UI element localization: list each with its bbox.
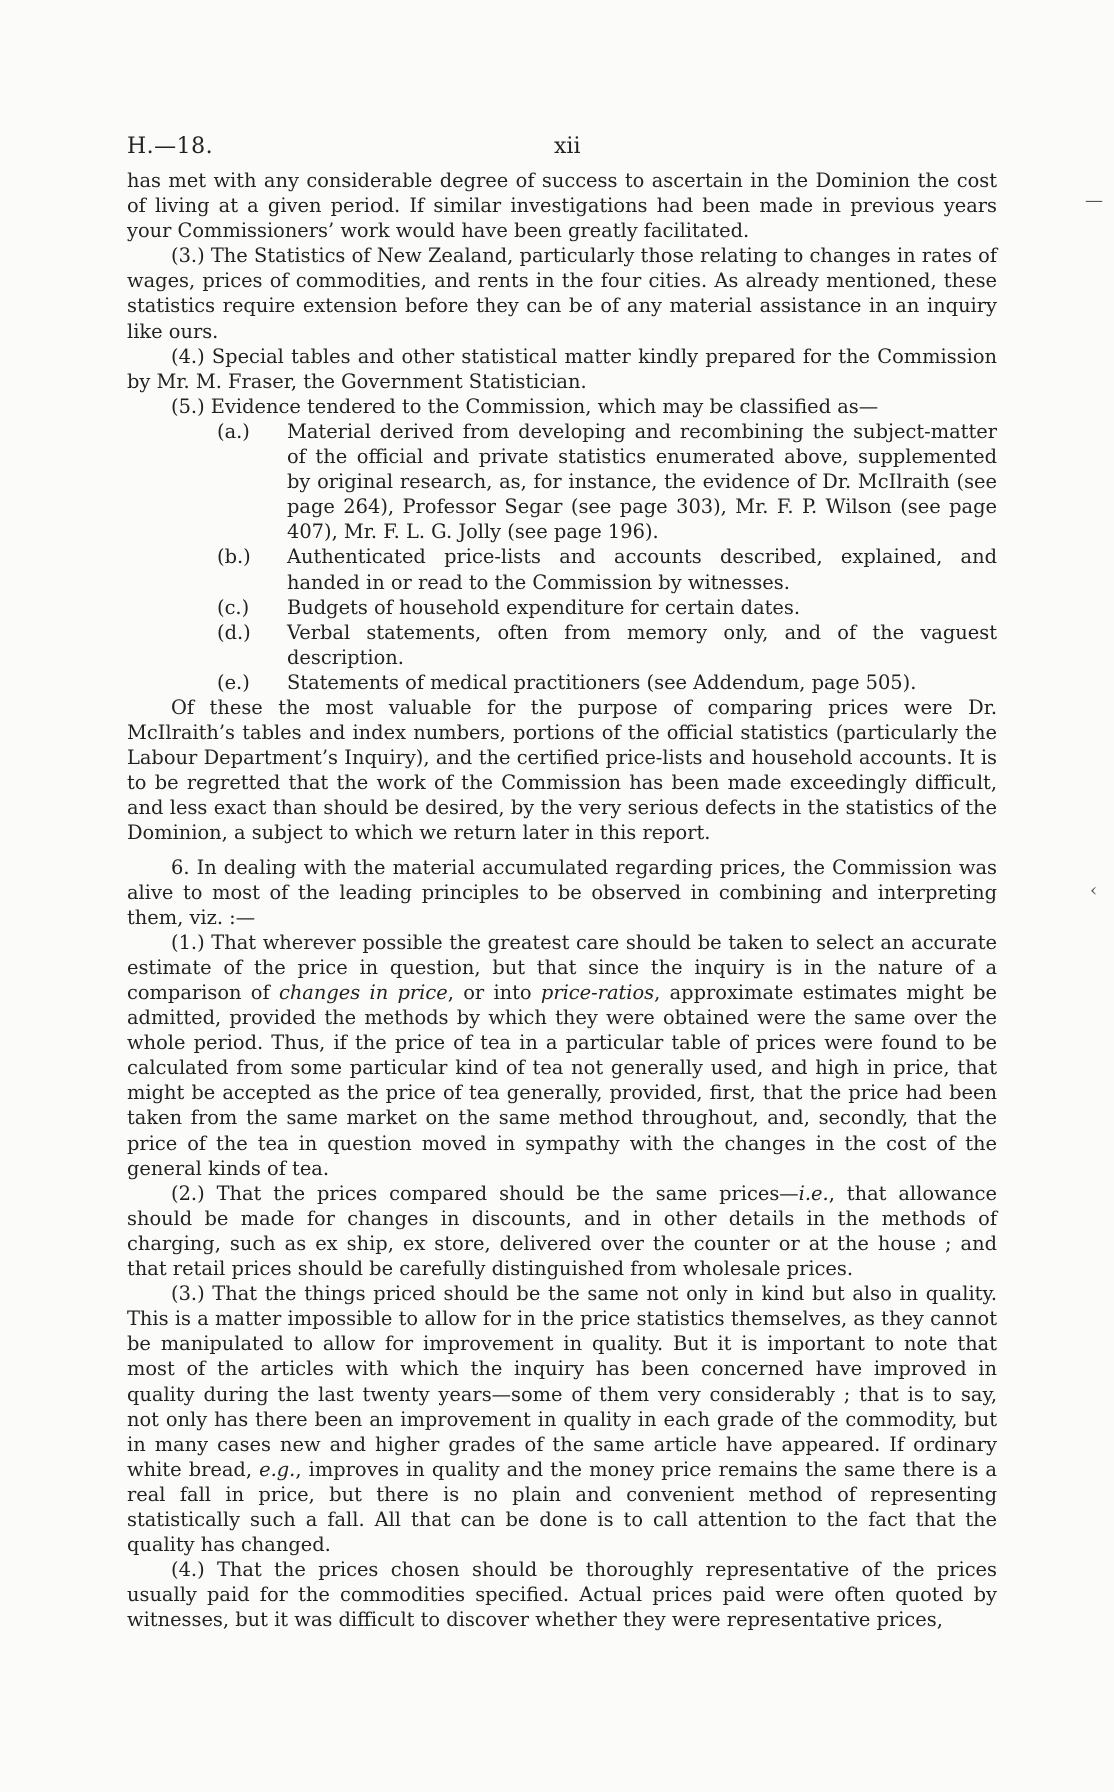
emphasis-text: changes in price (278, 981, 448, 1004)
margin-dash-mark: — (1085, 190, 1103, 211)
list-marker: (e.) (217, 670, 250, 694)
margin-tick-mark: ‹ (1090, 880, 1098, 901)
page-header (127, 134, 982, 164)
list-marker: (d.) (217, 620, 251, 644)
page-number: xii (554, 134, 581, 159)
paragraph-section-6: 6. In dealing with the material accumulated regarding prices, the Commission was alive to most of the leading principles to be observed in combining and interpreting them, viz. :— (127, 855, 997, 929)
list-item-text: Statements of medical practitioners (see Addendum, page 505). (287, 670, 917, 694)
list-item-text: Verbal statements, often from memory only, and of the vaguest description. (287, 620, 997, 669)
emphasis-text: price-ratios (540, 981, 655, 1004)
paragraph-source-5: (5.) Evidence tendered to the Commission, which may be classified as— (171, 394, 879, 418)
paragraph-continued: has met with any considerable degree of success to ascertain in the Dominion the cost of living at a given period. If similar investigations had been made in previous years your Commissioners’ work would have been greatly facilitated. (127, 169, 997, 243)
paragraph-principle-1: (1.) That wherever possible the greatest care should be taken to select an accurate estimate of the price in question, but that since the inquiry is in the nature of a comparison of changes in price, or into price-ratios, approximate estimates might be admitted, provided the methods by which they were obtained were the same over the whole period. Thus, if the price of tea in a particular table of prices were found to be calculated from some particular kind of tea not generally used, and high in price, that might be accepted as the price of tea generally, provided, first, that the price had been taken from the same market on the same method throughout, and, secondly, that the price of the tea in question moved in sympathy with the changes in the cost of the general kinds of tea. (127, 930, 997, 1180)
paragraph-most-valuable: Of these the most valuable for the purpose of comparing prices were Dr. McIlraith’s tables and index numbers, portions of the official statistics (particularly the Labour Department’s Inquiry), and the certified price-lists and household accounts. It is to be regretted that the work of the Commission has been made exceedingly difficult, and less exact than should be desired, by the very serious defects in the statistics of the Dominion, a subject to which we return later in this report. (127, 695, 997, 845)
list-marker: (b.) (217, 545, 251, 569)
emphasis-text: i.e. (798, 1181, 829, 1205)
list-marker: (c.) (217, 595, 250, 619)
paragraph-source-3: (3.) The Statistics of New Zealand, particularly those relating to changes in rates of wages, prices of commodities, and rents in the four cities. As already mentioned, these statistics require extension before they can be of any material assistance in an inquiry like ours. (127, 244, 997, 343)
paragraph-principle-3: (3.) That the things priced should be the same not only in kind but also in quality. This is a matter impossible to allow for in the price statistics themselves, as they cannot be manipulated to allow for improvement in quality. But it is important to note that most of the articles with which the inquiry has been concerned have improved in quality during the last twenty years—some of them very considerably ; that is to say, not only has there been an improvement in quality in each grade of the commodity, but in many cases new and higher grades of the same article have appeared. If ordinary white bread, e.g., improves in quality and the money price remains the same there is a real fall in price, but there is no plain and convenient method of representing statistically such a fall. All that can be done is to call attention to the fact that the quality has changed. (127, 1282, 997, 1557)
emphasis-text: e.g. (259, 1457, 296, 1481)
document-body (127, 168, 997, 1632)
list-item (127, 595, 997, 620)
evidence-list (127, 419, 997, 695)
paragraph-principle-2: (2.) That the prices compared should be the same prices—i.e., that allowance should be made for changes in discounts, and in other details in the methods of charging, such as ex ship, ex store, delivered over the counter or at the house ; and that retail prices should be carefully distinguished from wholesale prices. (127, 1181, 997, 1281)
list-marker: (a.) (217, 419, 250, 443)
list-item-text: Material derived from developing and recombining the subject-matter of the official and private statistics enumerated above, supplemented by original research, as, for instance, the evidence of Dr. McIlraith (see page 264), Professor Segar (see page 303), Mr. F. P. Wilson (see page 407), Mr. F. L. G. Jolly (see page 196). (287, 419, 997, 544)
list-item-text: Budgets of household expenditure for certain dates. (287, 595, 801, 619)
list-item (127, 670, 997, 695)
paragraph-source-4: (4.) Special tables and other statistical matter kindly prepared for the Commission by Mr. M. Fraser, the Government Statistician. (127, 344, 997, 393)
list-item (127, 544, 997, 594)
list-item-text: Authenticated price-lists and accounts described, explained, and handed in or read to the Commission by witnesses. (287, 545, 997, 594)
document-reference: H.—18. (127, 134, 214, 159)
list-item (127, 419, 997, 544)
list-item (127, 620, 997, 670)
paragraph-principle-4: (4.) That the prices chosen should be thoroughly representative of the prices usually paid for the commodities specified. Actual prices paid were often quoted by witnesses, but it was difficult to discover whether they were representative prices, (127, 1558, 997, 1632)
